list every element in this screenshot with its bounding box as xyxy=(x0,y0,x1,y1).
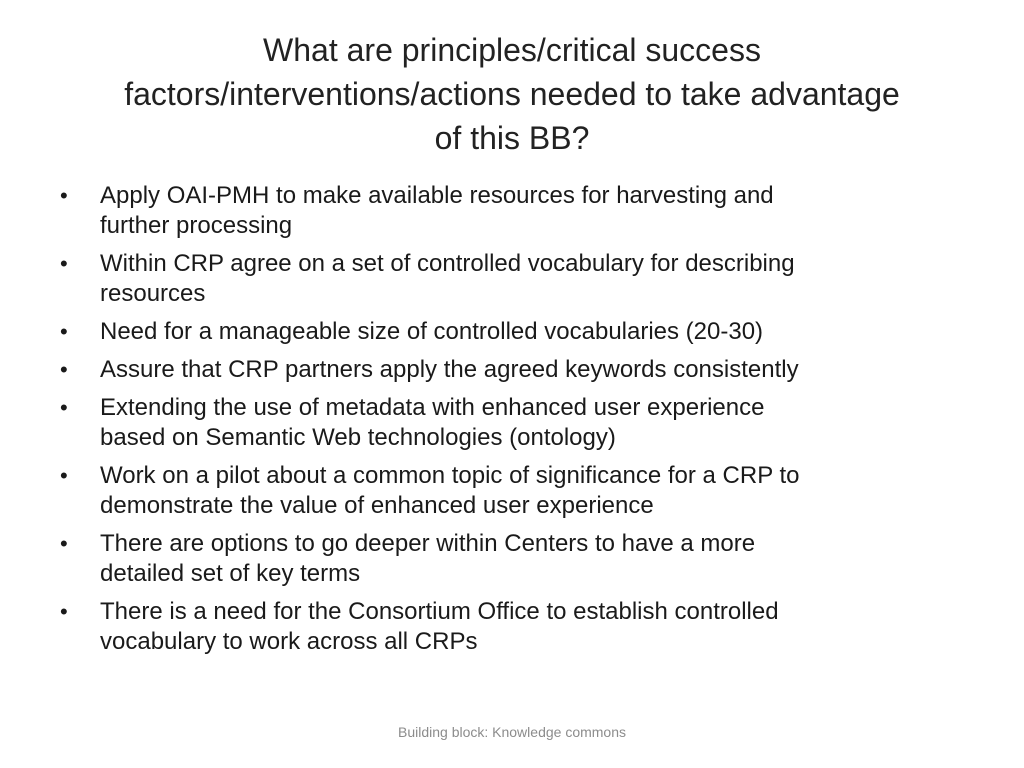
bullet-icon: • xyxy=(60,531,68,556)
bullet-icon: • xyxy=(60,599,68,624)
bullet-text-line: There is a need for the Consortium Office to establish controlled xyxy=(100,598,779,625)
slide-title xyxy=(40,28,984,160)
bullet-icon: • xyxy=(60,183,68,208)
bullet-icon: • xyxy=(60,251,68,276)
bullet-text-line: Work on a pilot about a common topic of significance for a CRP to xyxy=(100,462,800,489)
bullet-item xyxy=(58,317,958,347)
bullet-text-line: demonstrate the value of enhanced user experience xyxy=(100,492,654,519)
bullet-text-line: There are options to go deeper within Centers to have a more xyxy=(100,530,756,557)
bullet-item xyxy=(58,181,958,241)
bullet-icon: • xyxy=(60,319,68,344)
bullet-text-line: detailed set of key terms xyxy=(100,560,361,587)
bullet-text-line: further processing xyxy=(100,212,293,239)
bullet-icon: • xyxy=(60,395,68,420)
bullet-item xyxy=(58,393,958,453)
bullet-icon: • xyxy=(60,357,68,382)
title-line: factors/interventions/actions needed to take advantage xyxy=(124,76,900,112)
bullet-text-line: based on Semantic Web technologies (ontology) xyxy=(100,424,616,451)
bullet-list xyxy=(58,181,958,665)
bullet-icon: • xyxy=(60,463,68,488)
bullet-item xyxy=(58,529,958,589)
bullet-text-line: Need for a manageable size of controlled vocabularies (20-30) xyxy=(100,318,764,345)
bullet-item xyxy=(58,461,958,521)
bullet-text-line: Extending the use of metadata with enhanced user experience xyxy=(100,394,765,421)
bullet-item xyxy=(58,249,958,309)
title-line: of this BB? xyxy=(434,120,590,156)
bullet-text-line: Within CRP agree on a set of controlled vocabulary for describing xyxy=(100,250,795,277)
bullet-text-line: Apply OAI-PMH to make available resources for harvesting and xyxy=(100,182,774,209)
bullet-item xyxy=(58,597,958,657)
bullet-text-line: resources xyxy=(100,280,206,307)
bullet-text-line: vocabulary to work across all CRPs xyxy=(100,628,478,655)
bullet-text-line: Assure that CRP partners apply the agreed keywords consistently xyxy=(100,356,799,383)
title-line: What are principles/critical success xyxy=(263,32,761,68)
bullet-item xyxy=(58,355,958,385)
slide-footer: Building block: Knowledge commons xyxy=(397,724,626,740)
